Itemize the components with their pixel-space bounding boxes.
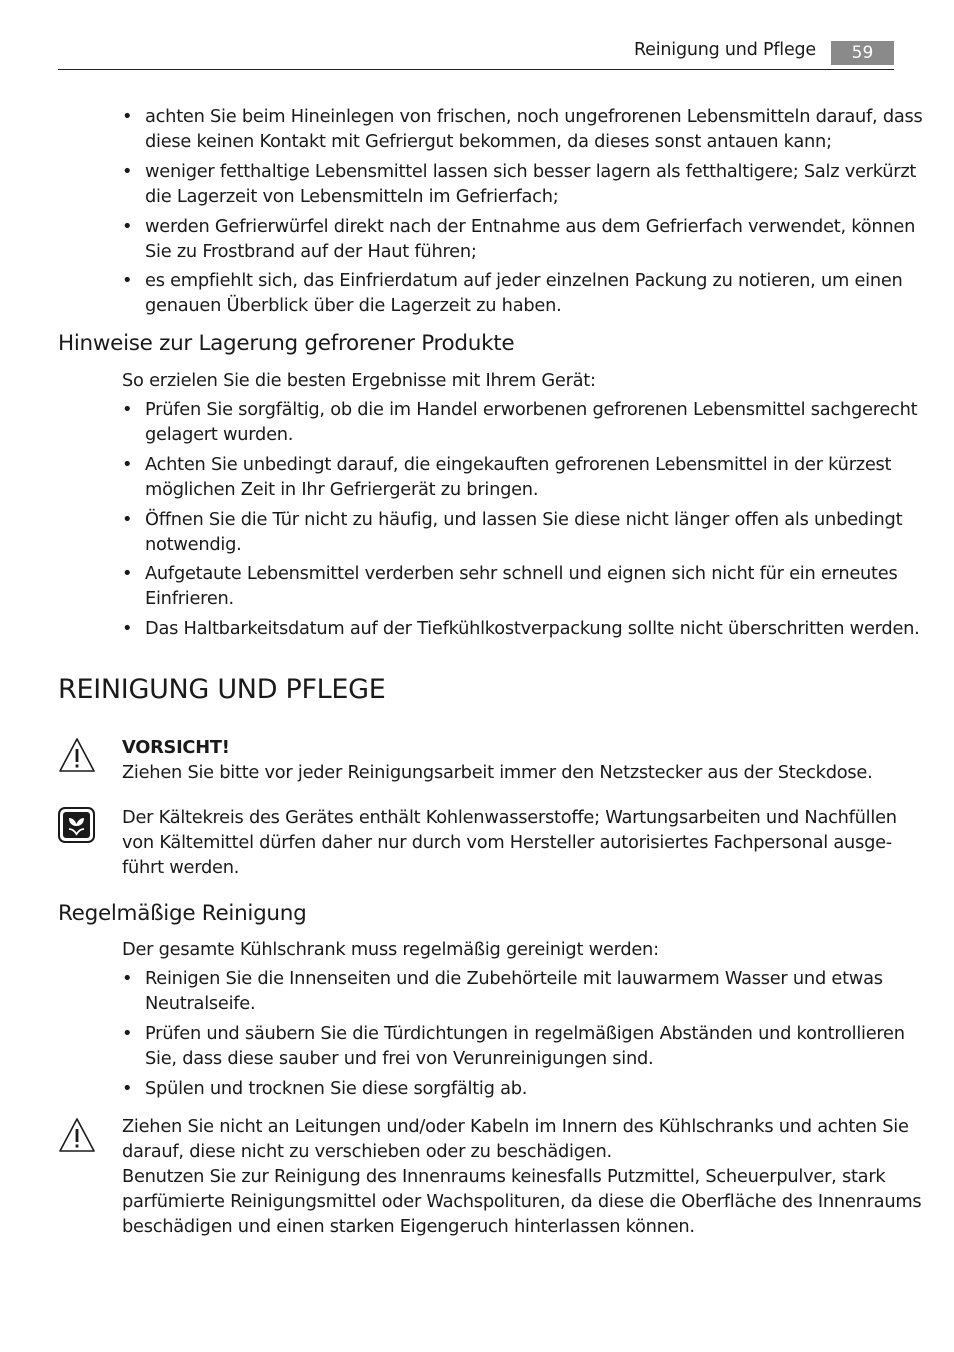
list-item: • Prüfen Sie sorgfältig, ob die im Handel erworbenen gefrorenen Lebensmittel sachgerecht gelagert wurden. bbox=[122, 399, 918, 445]
list-item: • werden Gefrierwürfel direkt nach der Entnahme aus dem Gefrierfach verwendet, können Sie zu Frostbrand auf der Haut führen; bbox=[122, 216, 916, 262]
list-item: • es empfiehlt sich, das Einfrierdatum auf jeder einzelnen Packung zu notieren, um einen genauen Überblick über die Lagerzeit zu haben. bbox=[122, 270, 903, 316]
warning-line: darauf, diese nicht zu verschieben oder zu beschädigen. bbox=[122, 1141, 612, 1162]
list-item: • achten Sie beim Hineinlegen von frischen, noch ungefrorenen Lebensmitteln darauf, dass diese keinen Kontakt mit Gefriergut bekommen, da dieses sonst antauen kann; bbox=[122, 106, 923, 152]
list-item: • Das Haltbarkeitsdatum auf der Tiefkühlkostverpackung sollte nicht überschritten werden. bbox=[122, 618, 920, 639]
warning-line: Ziehen Sie nicht an Leitungen und/oder Kabeln im Innern des Kühlschranks und achten Sie bbox=[122, 1116, 909, 1137]
list-item: • Spülen und trocknen Sie diese sorgfältig ab. bbox=[122, 1078, 528, 1099]
environment-note-line: von Kältemittel dürfen daher nur durch vom Hersteller autorisiertes Fachpersonal ausge- bbox=[122, 832, 892, 853]
warning-line: Benutzen Sie zur Reinigung des Innenraums keinesfalls Putzmittel, Scheuerpulver, stark bbox=[122, 1166, 886, 1187]
environment-note-line: Der Kältekreis des Gerätes enthält Kohlenwasserstoffe; Wartungsarbeiten und Nachfüllen bbox=[122, 807, 897, 828]
header-section-title: Reinigung und Pflege bbox=[634, 40, 816, 60]
regular-cleaning-heading: Regelmäßige Reinigung bbox=[58, 901, 307, 926]
cleaning-heading: REINIGUNG UND PFLEGE bbox=[58, 674, 386, 705]
list-item: • weniger fetthaltige Lebensmittel lassen sich besser lagern als fetthaltigere; Salz verkürzt die Lagerzeit von Lebensmitteln im Gefrierfach; bbox=[122, 161, 917, 207]
list-item: • Öffnen Sie die Tür nicht zu häufig, und lassen Sie diese nicht länger offen als unbedingt notwendig. bbox=[122, 509, 903, 555]
warning-triangle-icon bbox=[58, 737, 96, 773]
regular-cleaning-intro: Der gesamte Kühlschrank muss regelmäßig gereinigt werden: bbox=[122, 939, 659, 960]
page-header bbox=[58, 38, 894, 70]
cleaning-warning bbox=[122, 1114, 921, 1239]
storage-bullet-list bbox=[122, 397, 920, 641]
warning-line: beschädigen und einen starken Eigengeruch hinterlassen können. bbox=[122, 1216, 695, 1237]
list-item: • Reinigen Sie die Innenseiten und die Zubehörteile mit lauwarmem Wasser und etwas Neutralseife. bbox=[122, 968, 883, 1014]
storage-heading: Hinweise zur Lagerung gefrorener Produkte bbox=[58, 331, 515, 356]
caution-text: Ziehen Sie bitte vor jeder Reinigungsarbeit immer den Netzstecker aus der Steckdose. bbox=[122, 762, 873, 783]
warning-triangle-icon bbox=[58, 1117, 96, 1153]
storage-intro: So erzielen Sie die besten Ergebnisse mit Ihrem Gerät: bbox=[122, 370, 596, 391]
page-number: 59 bbox=[831, 41, 894, 65]
intro-bullet-list bbox=[122, 104, 923, 318]
list-item: • Prüfen und säubern Sie die Türdichtungen in regelmäßigen Abständen und kontrollieren Sie, dass diese sauber und frei von Verunreinigungen sind. bbox=[122, 1023, 905, 1069]
environment-note bbox=[122, 805, 897, 880]
warning-line: parfümierte Reinigungsmittel oder Wachspolituren, da diese die Oberfläche des Innenraums bbox=[122, 1191, 922, 1212]
regular-cleaning-bullet-list bbox=[122, 966, 905, 1101]
list-item: • Aufgetaute Lebensmittel verderben sehr schnell und eignen sich nicht für ein erneutes Einfrieren. bbox=[122, 563, 898, 609]
list-item: • Achten Sie unbedingt darauf, die eingekauften gefrorenen Lebensmittel in der kürzest möglichen Zeit in Ihr Gefriergerät zu bringen. bbox=[122, 454, 892, 500]
environment-note-line: führt werden. bbox=[122, 857, 240, 878]
environment-icon bbox=[58, 807, 95, 843]
caution-title: VORSICHT! bbox=[122, 737, 230, 758]
